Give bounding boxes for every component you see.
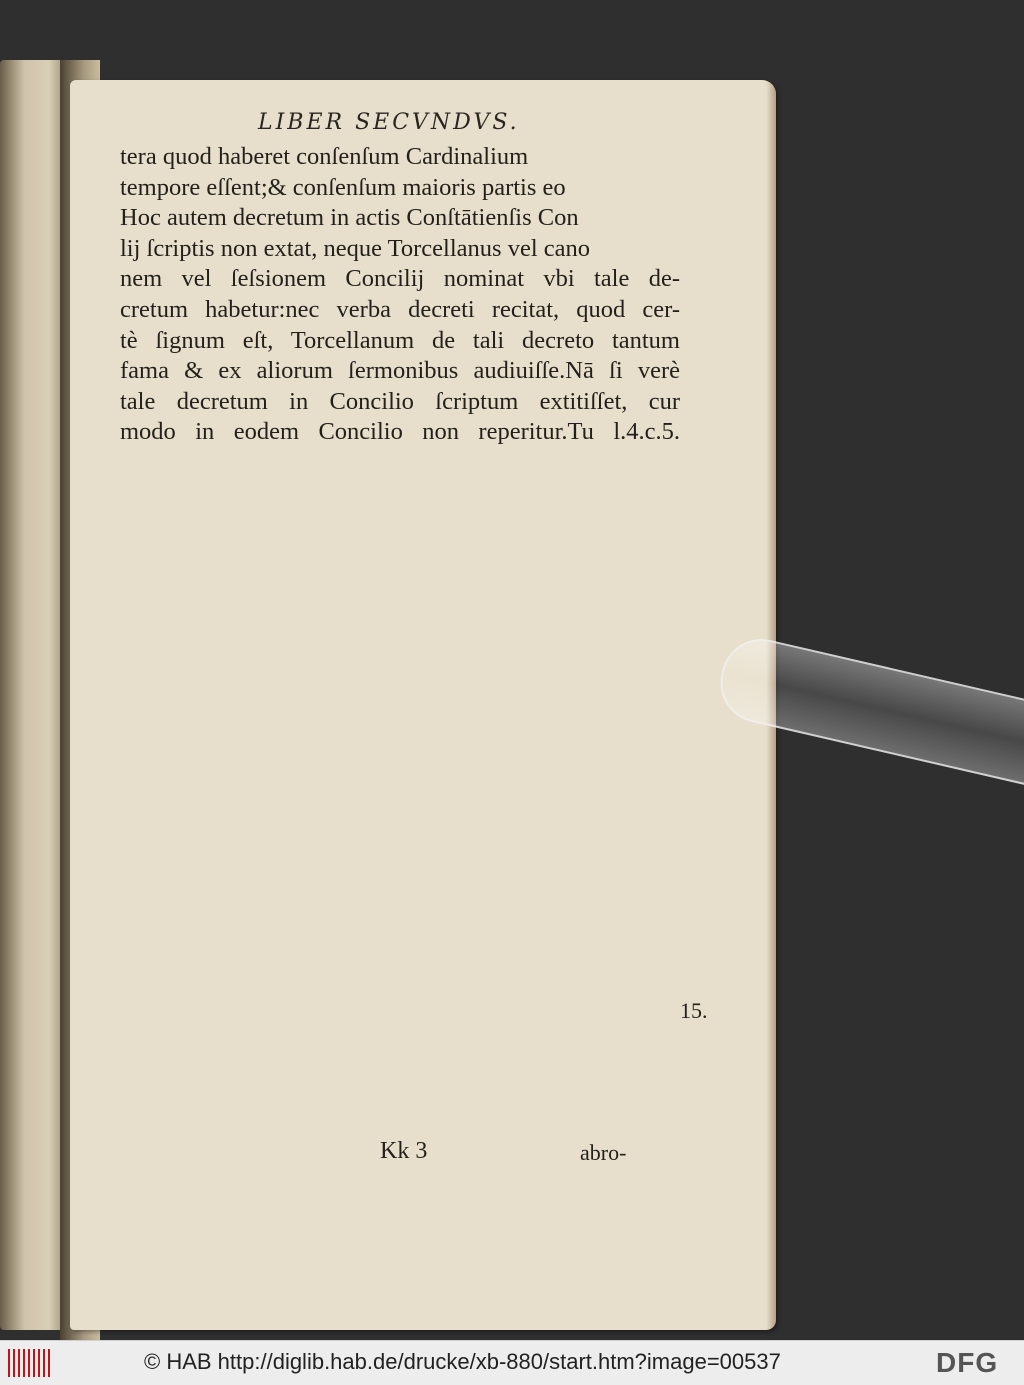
text-line: Hoc autem decretum in actis Conſtātienſis Con	[120, 204, 579, 232]
footer-bar	[0, 1340, 1024, 1385]
copyright-credit: © HAB http://diglib.hab.de/drucke/xb-880/start.htm?image=00537	[144, 1349, 781, 1374]
book-page	[70, 80, 776, 1330]
text-line: lij ſcriptis non extat, neque Torcellanus vel cano	[120, 234, 590, 262]
text-line: tè ſignum eſt, Torcellanum de tali decreto tantum	[120, 326, 680, 354]
running-head: LIBER SECVNDVS.	[258, 110, 520, 135]
body-text	[120, 142, 680, 448]
text-line: tempore eſſent;& conſenſum maioris partis eo	[120, 173, 566, 201]
text-line: nem vel ſeſsionem Concilij nominat vbi tale de-	[120, 265, 680, 293]
text-line: cretum habetur:nec verba decreti recitat, quod cer-	[120, 295, 680, 323]
dfg-logo: DFG	[936, 1347, 999, 1378]
signature-mark: Kk 3	[380, 1138, 428, 1164]
catchword: abro-	[580, 1140, 627, 1165]
text-line: fama & ex aliorum ſermonibus audiuiſſe.Nā ſi verè	[120, 357, 680, 385]
text-line: modo in eodem Concilio non reperitur.Tu l.4.c.5.	[120, 418, 680, 446]
margin-number: 15.	[680, 998, 708, 1023]
text-line: tera quod haberet conſenſum Cardinalium	[120, 143, 529, 170]
barcode-icon	[8, 1349, 52, 1377]
text-line: tale decretum in Concilio ſcriptum extitiſſet, cur	[120, 387, 680, 415]
